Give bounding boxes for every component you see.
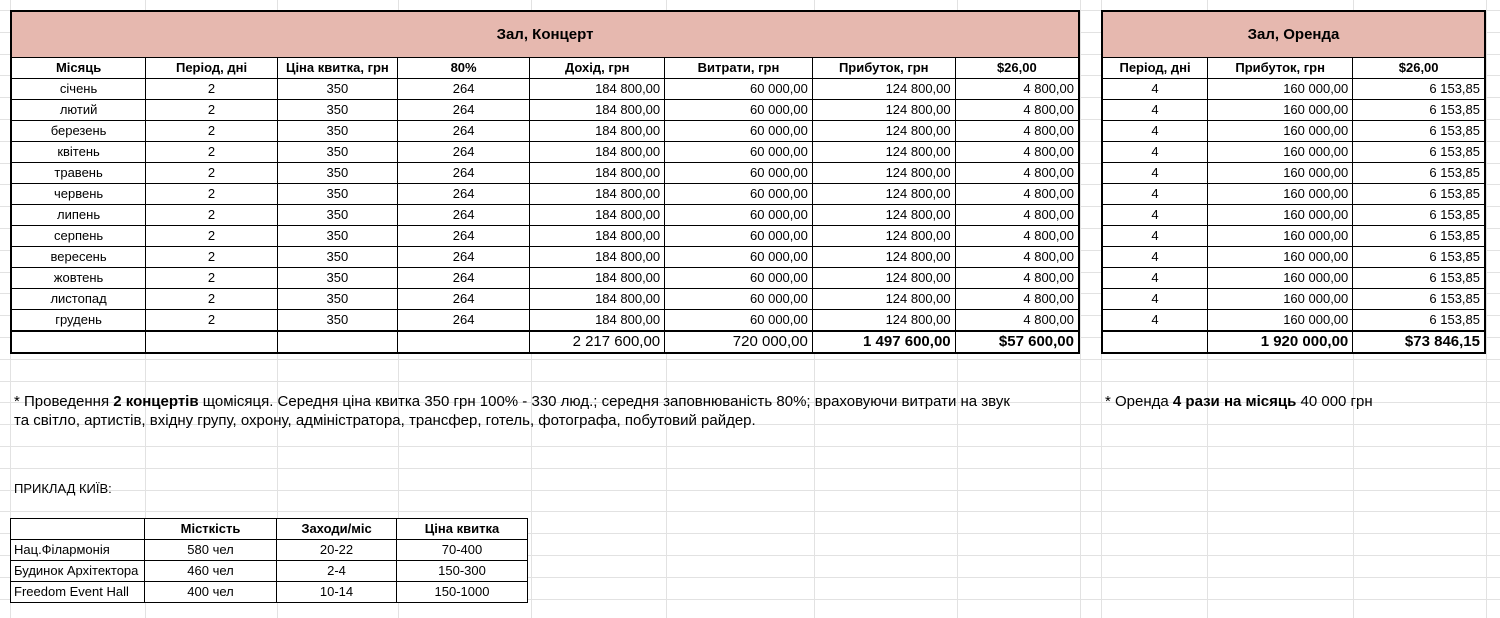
table-row (1102, 79, 1485, 100)
table-row (1102, 100, 1485, 121)
table-cell: 124 800,00 (812, 268, 955, 289)
table-cell: 264 (397, 226, 530, 247)
table-cell: 184 800,00 (530, 100, 665, 121)
example-table (10, 518, 528, 603)
table-cell: 6 153,85 (1353, 226, 1485, 247)
table-cell: 350 (277, 247, 397, 268)
total-cell: $57 600,00 (955, 331, 1079, 353)
table-cell: 350 (277, 79, 397, 100)
table-cell: 6 153,85 (1353, 100, 1485, 121)
table-row (11, 226, 1079, 247)
concert-col-header: 80% (397, 58, 530, 79)
table-cell: 4 800,00 (955, 310, 1079, 332)
table-cell: 160 000,00 (1208, 310, 1353, 332)
table-cell: 2 (146, 184, 278, 205)
table-cell: 184 800,00 (530, 121, 665, 142)
rent-note-bold: 4 рази на місяць (1172, 393, 1297, 410)
table-cell: 4 800,00 (955, 289, 1079, 310)
table-cell: 60 000,00 (665, 79, 813, 100)
table-cell: 184 800,00 (530, 205, 665, 226)
table-cell: 60 000,00 (665, 121, 813, 142)
rent-col-header: Період, дні (1102, 58, 1208, 79)
table-cell: 2 (146, 289, 278, 310)
table-cell: грудень (11, 310, 146, 332)
table-row (1102, 289, 1485, 310)
table-cell: Freedom Event Hall (11, 582, 145, 603)
table-row (1102, 247, 1485, 268)
table-cell: 4 800,00 (955, 226, 1079, 247)
table-cell: 264 (397, 163, 530, 184)
table-cell: 124 800,00 (812, 310, 955, 332)
table-cell: 264 (397, 268, 530, 289)
table-cell: 184 800,00 (530, 184, 665, 205)
table-row (11, 142, 1079, 163)
table-cell: 60 000,00 (665, 163, 813, 184)
table-cell: червень (11, 184, 146, 205)
table-cell: вересень (11, 247, 146, 268)
table-cell: 350 (277, 100, 397, 121)
table-cell: 160 000,00 (1208, 163, 1353, 184)
table-cell: 580 чел (145, 540, 277, 561)
table-row (1102, 142, 1485, 163)
table-cell: 2 (146, 142, 278, 163)
table-cell: 264 (397, 205, 530, 226)
concert-col-header: Період, дні (146, 58, 278, 79)
table-row (11, 79, 1079, 100)
rent-note-rest: 40 000 грн (1296, 393, 1373, 410)
table-cell: 2 (146, 163, 278, 184)
table-cell: 124 800,00 (812, 205, 955, 226)
table-row (11, 540, 528, 561)
table-cell: 60 000,00 (665, 100, 813, 121)
table-row (1102, 226, 1485, 247)
table-cell: липень (11, 205, 146, 226)
table-row (1102, 205, 1485, 226)
table-row (1102, 184, 1485, 205)
table-cell: 4 (1102, 247, 1208, 268)
table-row (11, 163, 1079, 184)
table-cell: 124 800,00 (812, 226, 955, 247)
table-cell: 2 (146, 79, 278, 100)
table-cell: 160 000,00 (1208, 142, 1353, 163)
table-cell: 4 (1102, 310, 1208, 332)
table-cell: 4 800,00 (955, 184, 1079, 205)
table-cell: 4 (1102, 268, 1208, 289)
table-cell: 124 800,00 (812, 79, 955, 100)
example-col-header (11, 519, 145, 540)
concert-col-header: Прибуток, грн (812, 58, 955, 79)
table-cell: 2-4 (277, 561, 397, 582)
table-cell: 124 800,00 (812, 163, 955, 184)
table-row (11, 184, 1079, 205)
total-cell (1102, 331, 1208, 353)
table-cell: 124 800,00 (812, 142, 955, 163)
table-cell: 2 (146, 310, 278, 332)
table-cell: березень (11, 121, 146, 142)
table-cell: 350 (277, 121, 397, 142)
table-cell: 60 000,00 (665, 184, 813, 205)
rent-note (1105, 392, 1495, 411)
table-cell: 264 (397, 184, 530, 205)
table-cell: 60 000,00 (665, 247, 813, 268)
table-cell: 160 000,00 (1208, 184, 1353, 205)
concert-note-line2: та світло, артистів, вхідну групу, охрону, адміністратора, трансфер, готель, фотографа, побутовий райдер. (14, 412, 756, 429)
table-cell: 160 000,00 (1208, 226, 1353, 247)
table-cell: 4 (1102, 142, 1208, 163)
table-cell: 264 (397, 142, 530, 163)
table-cell: 4 (1102, 100, 1208, 121)
table-cell: 4 800,00 (955, 247, 1079, 268)
table-cell: 264 (397, 121, 530, 142)
table-cell: 6 153,85 (1353, 79, 1485, 100)
table-cell: 6 153,85 (1353, 310, 1485, 332)
example-label: ПРИКЛАД КИЇВ: (14, 481, 112, 496)
rent-col-header: $26,00 (1353, 58, 1485, 79)
table-cell: листопад (11, 289, 146, 310)
table-row (11, 100, 1079, 121)
table-row (11, 205, 1079, 226)
table-cell: 2 (146, 268, 278, 289)
table-cell: 350 (277, 184, 397, 205)
table-cell: 2 (146, 100, 278, 121)
table-cell: 264 (397, 247, 530, 268)
table-cell: 184 800,00 (530, 79, 665, 100)
table-cell: 350 (277, 142, 397, 163)
concert-col-header: Ціна квитка, грн (277, 58, 397, 79)
table-cell: 60 000,00 (665, 310, 813, 332)
table-cell: 160 000,00 (1208, 79, 1353, 100)
table-cell: 124 800,00 (812, 289, 955, 310)
total-cell (11, 331, 146, 353)
table-cell: 4 800,00 (955, 142, 1079, 163)
table-row (1102, 163, 1485, 184)
table-cell: 4 800,00 (955, 79, 1079, 100)
concert-title: Зал, Концерт (11, 11, 1079, 58)
table-row (11, 121, 1079, 142)
table-cell: 2 (146, 226, 278, 247)
table-cell: 124 800,00 (812, 247, 955, 268)
table-cell: 4 (1102, 163, 1208, 184)
table-cell: 184 800,00 (530, 142, 665, 163)
example-col-header: Місткість (145, 519, 277, 540)
total-cell: 720 000,00 (665, 331, 813, 353)
table-cell: 4 (1102, 79, 1208, 100)
table-cell: 6 153,85 (1353, 142, 1485, 163)
table-cell: 160 000,00 (1208, 247, 1353, 268)
table-cell: 20-22 (277, 540, 397, 561)
concert-note (14, 392, 1079, 430)
table-cell: 350 (277, 310, 397, 332)
table-cell: Будинок Архітектора (11, 561, 145, 582)
table-cell: 2 (146, 247, 278, 268)
table-cell: 184 800,00 (530, 310, 665, 332)
table-cell: січень (11, 79, 146, 100)
rent-note-prefix: * Оренда (1105, 393, 1173, 410)
example-col-header: Ціна квитка (397, 519, 528, 540)
table-cell: 6 153,85 (1353, 205, 1485, 226)
table-row (11, 310, 1079, 332)
rent-table (1101, 10, 1486, 354)
table-cell: 4 800,00 (955, 163, 1079, 184)
table-cell: 6 153,85 (1353, 121, 1485, 142)
table-cell: 4 (1102, 289, 1208, 310)
table-cell: 60 000,00 (665, 142, 813, 163)
table-cell: 184 800,00 (530, 247, 665, 268)
concert-note-rest: щомісяця. Середня ціна квитка 350 грн 100% - 330 люд.; середня заповнюваність 80%; враховуючи витрати на звук (198, 393, 1010, 410)
table-cell: 350 (277, 226, 397, 247)
concert-note-prefix: * Проведення (14, 393, 114, 410)
table-cell: 124 800,00 (812, 121, 955, 142)
rent-col-header: Прибуток, грн (1208, 58, 1353, 79)
table-cell: 4 (1102, 226, 1208, 247)
total-cell: $73 846,15 (1353, 331, 1485, 353)
table-cell: квітень (11, 142, 146, 163)
table-row (1102, 310, 1485, 332)
table-cell: 6 153,85 (1353, 289, 1485, 310)
table-row (11, 268, 1079, 289)
table-cell: 150-300 (397, 561, 528, 582)
total-cell (277, 331, 397, 353)
table-cell: 264 (397, 310, 530, 332)
table-cell: 6 153,85 (1353, 247, 1485, 268)
table-cell: 150-1000 (397, 582, 528, 603)
table-cell: 160 000,00 (1208, 268, 1353, 289)
table-cell: 70-400 (397, 540, 528, 561)
table-cell: 4 800,00 (955, 100, 1079, 121)
table-cell: 160 000,00 (1208, 121, 1353, 142)
table-cell: 160 000,00 (1208, 100, 1353, 121)
table-cell: 4 (1102, 184, 1208, 205)
table-cell: 4 800,00 (955, 121, 1079, 142)
table-cell: 184 800,00 (530, 163, 665, 184)
concert-table (10, 10, 1080, 354)
table-cell: 184 800,00 (530, 268, 665, 289)
totals-row (11, 331, 1079, 353)
table-cell: 60 000,00 (665, 289, 813, 310)
table-row (1102, 121, 1485, 142)
concert-col-header: Дохід, грн (530, 58, 665, 79)
concert-col-header: $26,00 (955, 58, 1079, 79)
table-row (1102, 268, 1485, 289)
table-cell: 6 153,85 (1353, 184, 1485, 205)
table-cell: 2 (146, 121, 278, 142)
table-cell: 124 800,00 (812, 184, 955, 205)
table-cell: 460 чел (145, 561, 277, 582)
table-cell: 124 800,00 (812, 100, 955, 121)
example-col-header: Заходи/міс (277, 519, 397, 540)
table-row (11, 247, 1079, 268)
table-cell: 6 153,85 (1353, 268, 1485, 289)
table-cell: серпень (11, 226, 146, 247)
concert-col-header: Витрати, грн (665, 58, 813, 79)
table-cell: 350 (277, 289, 397, 310)
table-cell: 4 (1102, 205, 1208, 226)
total-cell: 1 920 000,00 (1208, 331, 1353, 353)
table-row (11, 582, 528, 603)
concert-col-header: Місяць (11, 58, 146, 79)
table-cell: 264 (397, 289, 530, 310)
total-cell (146, 331, 278, 353)
table-cell: 160 000,00 (1208, 289, 1353, 310)
total-cell (397, 331, 530, 353)
total-cell: 1 497 600,00 (812, 331, 955, 353)
table-cell: 350 (277, 268, 397, 289)
total-cell: 2 217 600,00 (530, 331, 665, 353)
table-cell: 400 чел (145, 582, 277, 603)
table-cell: 4 (1102, 121, 1208, 142)
table-cell: 184 800,00 (530, 226, 665, 247)
table-cell: 160 000,00 (1208, 205, 1353, 226)
table-cell: 60 000,00 (665, 205, 813, 226)
table-cell: 4 800,00 (955, 268, 1079, 289)
table-cell: 350 (277, 163, 397, 184)
table-cell: 264 (397, 100, 530, 121)
table-cell: жовтень (11, 268, 146, 289)
table-row (11, 289, 1079, 310)
table-cell: 2 (146, 205, 278, 226)
concert-note-bold: 2 концертів (113, 393, 199, 410)
table-cell: 60 000,00 (665, 226, 813, 247)
table-cell: Нац.Філармонія (11, 540, 145, 561)
totals-row (1102, 331, 1485, 353)
table-cell: 264 (397, 79, 530, 100)
table-cell: травень (11, 163, 146, 184)
table-row (11, 561, 528, 582)
table-cell: 4 800,00 (955, 205, 1079, 226)
table-cell: 6 153,85 (1353, 163, 1485, 184)
rent-title: Зал, Оренда (1102, 11, 1485, 58)
table-cell: 350 (277, 205, 397, 226)
table-cell: 184 800,00 (530, 289, 665, 310)
table-cell: 60 000,00 (665, 268, 813, 289)
table-cell: лютий (11, 100, 146, 121)
table-cell: 10-14 (277, 582, 397, 603)
